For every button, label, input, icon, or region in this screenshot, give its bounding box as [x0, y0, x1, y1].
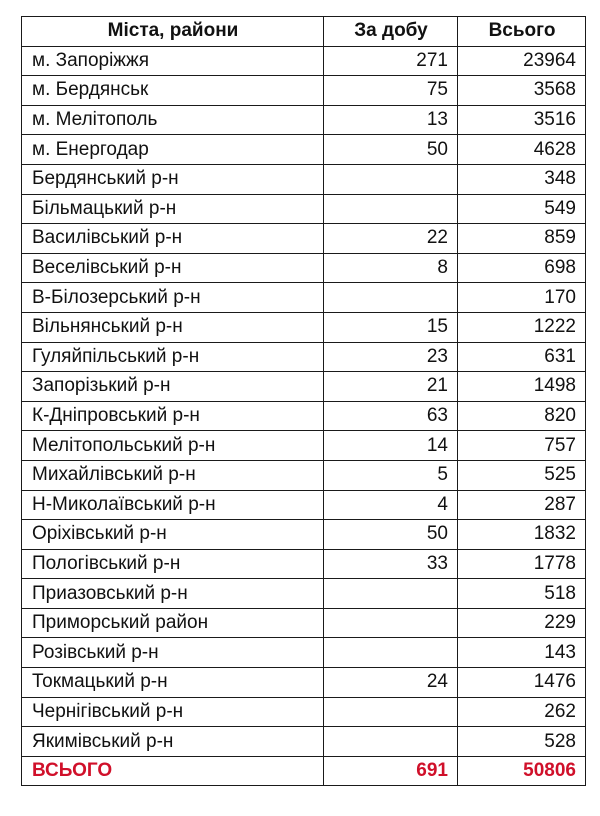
row-name-cell: м. Мелітополь [22, 105, 324, 135]
summary-label: ВСЬОГО [22, 756, 324, 786]
table-row [22, 164, 586, 194]
row-total-cell: 170 [458, 283, 586, 313]
table-row [22, 579, 586, 609]
row-total-cell: 1778 [458, 549, 586, 579]
row-name-cell: Розівський р-н [22, 638, 324, 668]
table-row [22, 668, 586, 698]
row-name-cell: К-Дніпровський р-н [22, 401, 324, 431]
row-total-cell: 549 [458, 194, 586, 224]
table-body [22, 46, 586, 756]
row-per-day-cell [324, 283, 458, 313]
table-row [22, 520, 586, 550]
row-name-cell: Н-Миколаївський р-н [22, 490, 324, 520]
row-total-cell: 1832 [458, 520, 586, 550]
row-name-cell: Більмацький р-н [22, 194, 324, 224]
row-per-day-cell: 8 [324, 253, 458, 283]
row-per-day-cell [324, 697, 458, 727]
row-name-cell: Гуляйпільський р-н [22, 342, 324, 372]
row-per-day-cell: 75 [324, 76, 458, 106]
row-per-day-cell: 21 [324, 372, 458, 402]
row-name-cell: Бердянський р-н [22, 164, 324, 194]
row-per-day-cell: 50 [324, 520, 458, 550]
row-total-cell: 1222 [458, 312, 586, 342]
row-name-cell: м. Бердянськ [22, 76, 324, 106]
table-row [22, 76, 586, 106]
table-row [22, 46, 586, 76]
header-total: Всього [458, 17, 586, 47]
table-row [22, 431, 586, 461]
row-total-cell: 525 [458, 460, 586, 490]
table-row [22, 253, 586, 283]
row-per-day-cell: 5 [324, 460, 458, 490]
row-per-day-cell [324, 638, 458, 668]
table-row [22, 135, 586, 165]
row-name-cell: Пологівський р-н [22, 549, 324, 579]
row-total-cell: 528 [458, 727, 586, 757]
row-name-cell: Вільнянський р-н [22, 312, 324, 342]
row-name-cell: Веселівський р-н [22, 253, 324, 283]
row-per-day-cell: 13 [324, 105, 458, 135]
row-total-cell: 143 [458, 638, 586, 668]
table-row [22, 312, 586, 342]
row-total-cell: 4628 [458, 135, 586, 165]
row-total-cell: 1476 [458, 668, 586, 698]
row-total-cell: 859 [458, 224, 586, 254]
row-total-cell: 287 [458, 490, 586, 520]
row-total-cell: 1498 [458, 372, 586, 402]
row-total-cell: 262 [458, 697, 586, 727]
table-row [22, 342, 586, 372]
row-name-cell: Приазовський р-н [22, 579, 324, 609]
table-row [22, 608, 586, 638]
row-per-day-cell: 22 [324, 224, 458, 254]
row-total-cell: 3568 [458, 76, 586, 106]
row-per-day-cell [324, 608, 458, 638]
table-row [22, 490, 586, 520]
covid-stats-table-container [21, 16, 586, 786]
table-row [22, 460, 586, 490]
table-row [22, 224, 586, 254]
table-row [22, 194, 586, 224]
row-name-cell: Чернігівський р-н [22, 697, 324, 727]
header-per-day: За добу [324, 17, 458, 47]
row-per-day-cell: 23 [324, 342, 458, 372]
row-per-day-cell: 14 [324, 431, 458, 461]
row-total-cell: 23964 [458, 46, 586, 76]
row-name-cell: Михайлівський р-н [22, 460, 324, 490]
row-total-cell: 518 [458, 579, 586, 609]
row-total-cell: 3516 [458, 105, 586, 135]
row-per-day-cell: 63 [324, 401, 458, 431]
header-cities-districts: Міста, райони [22, 17, 324, 47]
covid-stats-table [21, 16, 586, 786]
table-row [22, 697, 586, 727]
row-total-cell: 698 [458, 253, 586, 283]
row-per-day-cell [324, 194, 458, 224]
row-per-day-cell [324, 164, 458, 194]
summary-total: 50806 [458, 756, 586, 786]
row-name-cell: Токмацький р-н [22, 668, 324, 698]
table-row [22, 727, 586, 757]
row-name-cell: м. Енергодар [22, 135, 324, 165]
row-total-cell: 757 [458, 431, 586, 461]
row-per-day-cell: 4 [324, 490, 458, 520]
table-row [22, 283, 586, 313]
row-name-cell: Василівський р-н [22, 224, 324, 254]
row-per-day-cell: 15 [324, 312, 458, 342]
table-row [22, 372, 586, 402]
row-name-cell: Якимівський р-н [22, 727, 324, 757]
row-name-cell: В-Білозерський р-н [22, 283, 324, 313]
row-name-cell: Приморський район [22, 608, 324, 638]
row-per-day-cell: 24 [324, 668, 458, 698]
row-per-day-cell: 33 [324, 549, 458, 579]
row-name-cell: Мелітопольський р-н [22, 431, 324, 461]
summary-per-day: 691 [324, 756, 458, 786]
row-per-day-cell: 50 [324, 135, 458, 165]
row-name-cell: Оріхівський р-н [22, 520, 324, 550]
row-total-cell: 348 [458, 164, 586, 194]
row-total-cell: 820 [458, 401, 586, 431]
table-row [22, 401, 586, 431]
row-name-cell: Запорізький р-н [22, 372, 324, 402]
row-total-cell: 229 [458, 608, 586, 638]
row-per-day-cell [324, 727, 458, 757]
header-row [22, 17, 586, 47]
row-name-cell: м. Запоріжжя [22, 46, 324, 76]
row-per-day-cell [324, 579, 458, 609]
table-row [22, 549, 586, 579]
row-total-cell: 631 [458, 342, 586, 372]
table-row [22, 638, 586, 668]
table-row [22, 105, 586, 135]
summary-row [22, 756, 586, 786]
row-per-day-cell: 271 [324, 46, 458, 76]
